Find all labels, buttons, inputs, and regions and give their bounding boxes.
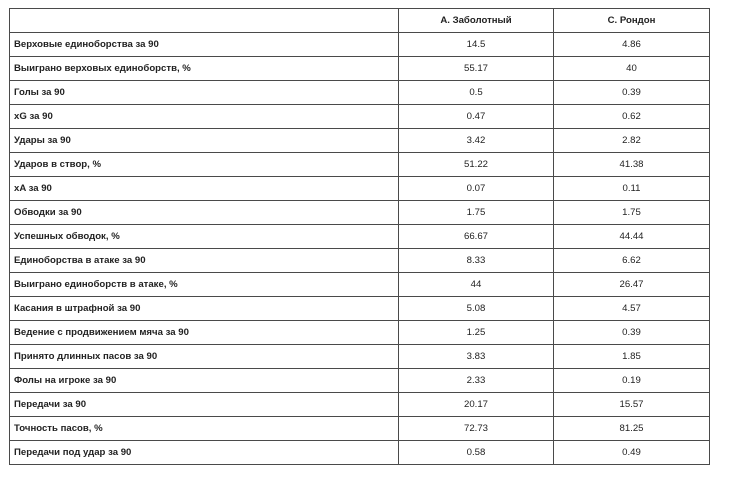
player2-value: 81.25 — [554, 417, 710, 441]
metric-label: xA за 90 — [10, 177, 399, 201]
player1-value: 0.5 — [399, 81, 554, 105]
metric-label: Обводки за 90 — [10, 201, 399, 225]
player1-value: 0.47 — [399, 105, 554, 129]
metric-label: Выиграно единоборств в атаке, % — [10, 273, 399, 297]
player1-value: 66.67 — [399, 225, 554, 249]
table-row — [10, 393, 710, 417]
metric-label: Касания в штрафной за 90 — [10, 297, 399, 321]
table-row — [10, 201, 710, 225]
table-row — [10, 345, 710, 369]
metric-label: Ударов в створ, % — [10, 153, 399, 177]
player2-value: 0.39 — [554, 81, 710, 105]
table-row — [10, 441, 710, 465]
player2-value: 0.11 — [554, 177, 710, 201]
header-metric — [10, 9, 399, 33]
player2-value: 0.62 — [554, 105, 710, 129]
player2-value: 41.38 — [554, 153, 710, 177]
metric-label: Передачи за 90 — [10, 393, 399, 417]
table-row — [10, 417, 710, 441]
player1-value: 72.73 — [399, 417, 554, 441]
player2-value: 40 — [554, 57, 710, 81]
player1-value: 0.07 — [399, 177, 554, 201]
table-row — [10, 225, 710, 249]
table-row — [10, 297, 710, 321]
metric-label: Верховые единоборства за 90 — [10, 33, 399, 57]
metric-label: Принято длинных пасов за 90 — [10, 345, 399, 369]
table-row — [10, 273, 710, 297]
metric-label: Фолы на игроке за 90 — [10, 369, 399, 393]
table-row — [10, 153, 710, 177]
player1-value: 1.75 — [399, 201, 554, 225]
player2-value: 4.86 — [554, 33, 710, 57]
player1-value: 0.58 — [399, 441, 554, 465]
player2-value: 44.44 — [554, 225, 710, 249]
player1-value: 14.5 — [399, 33, 554, 57]
player1-value: 3.42 — [399, 129, 554, 153]
player2-value: 0.19 — [554, 369, 710, 393]
metric-label: Точность пасов, % — [10, 417, 399, 441]
player2-value: 1.85 — [554, 345, 710, 369]
header-player1: А. Заболотный — [399, 9, 554, 33]
player1-value: 2.33 — [399, 369, 554, 393]
player2-value: 4.57 — [554, 297, 710, 321]
player1-value: 20.17 — [399, 393, 554, 417]
metric-label: Успешных обводок, % — [10, 225, 399, 249]
table-body — [10, 33, 710, 465]
table-row — [10, 129, 710, 153]
table-row — [10, 249, 710, 273]
table-header-row — [10, 9, 710, 33]
player1-value: 3.83 — [399, 345, 554, 369]
metric-label: Удары за 90 — [10, 129, 399, 153]
player2-value: 0.39 — [554, 321, 710, 345]
metric-label: Выиграно верховых единоборств, % — [10, 57, 399, 81]
player1-value: 1.25 — [399, 321, 554, 345]
player2-value: 0.49 — [554, 441, 710, 465]
table-row — [10, 369, 710, 393]
table-row — [10, 177, 710, 201]
player2-value: 15.57 — [554, 393, 710, 417]
player1-value: 5.08 — [399, 297, 554, 321]
player1-value: 8.33 — [399, 249, 554, 273]
metric-label: xG за 90 — [10, 105, 399, 129]
player2-value: 6.62 — [554, 249, 710, 273]
player1-value: 44 — [399, 273, 554, 297]
table-row — [10, 33, 710, 57]
table-row — [10, 105, 710, 129]
metric-label: Передачи под удар за 90 — [10, 441, 399, 465]
table-row — [10, 81, 710, 105]
player1-value: 51.22 — [399, 153, 554, 177]
metric-label: Голы за 90 — [10, 81, 399, 105]
metric-label: Единоборства в атаке за 90 — [10, 249, 399, 273]
header-player2: С. Рондон — [554, 9, 710, 33]
player-comparison-table — [9, 8, 710, 465]
player1-value: 55.17 — [399, 57, 554, 81]
player2-value: 26.47 — [554, 273, 710, 297]
table-row — [10, 57, 710, 81]
table-row — [10, 321, 710, 345]
player2-value: 1.75 — [554, 201, 710, 225]
metric-label: Ведение с продвижением мяча за 90 — [10, 321, 399, 345]
player2-value: 2.82 — [554, 129, 710, 153]
